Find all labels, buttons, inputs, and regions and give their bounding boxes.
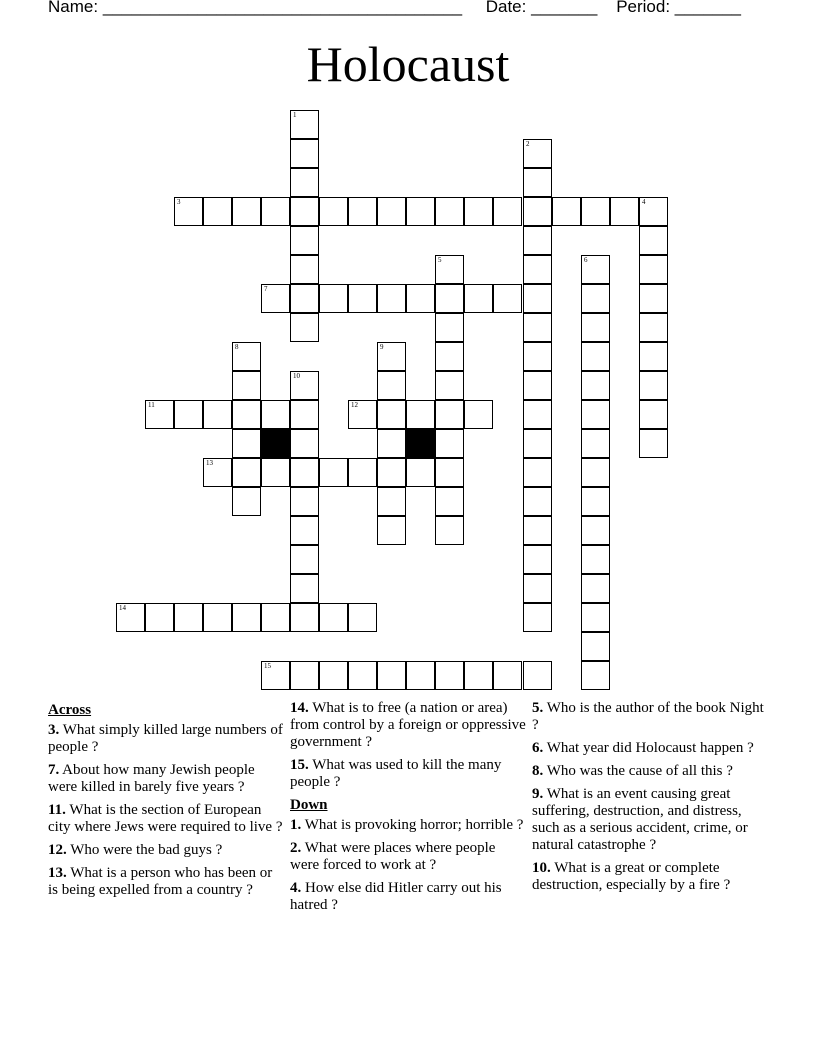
crossword-cell[interactable] [639, 400, 668, 429]
clue-item [48, 842, 284, 859]
crossword-cell[interactable] [319, 284, 348, 313]
clue-item-text: What is a person who has been or is being expelled from a country ? [48, 865, 273, 898]
crossword-cell[interactable] [581, 661, 610, 690]
crossword-cell[interactable] [261, 197, 290, 226]
clues-column-2 [290, 700, 526, 920]
crossword-cell[interactable] [377, 429, 406, 458]
clue-item [290, 840, 526, 874]
crossword-cell[interactable] [290, 110, 319, 139]
crossword-cell[interactable] [523, 371, 552, 400]
clue-item-text: Who were the bad guys ? [66, 842, 223, 858]
crossword-cell[interactable] [523, 197, 552, 226]
clue-item [532, 740, 768, 757]
clue-item-number: 3. [48, 722, 60, 738]
crossword-cell[interactable] [581, 603, 610, 632]
crossword-cell[interactable] [261, 400, 290, 429]
clue-item-text: Who is the author of the book Night ? [532, 700, 764, 733]
crossword-cell[interactable] [435, 313, 464, 342]
crossword-cell[interactable] [377, 284, 406, 313]
crossword-cell[interactable] [377, 342, 406, 371]
crossword-cell[interactable] [319, 458, 348, 487]
crossword-cell[interactable] [581, 574, 610, 603]
crossword-cell[interactable] [581, 313, 610, 342]
crossword-cell[interactable] [406, 400, 435, 429]
clue-item [290, 700, 526, 751]
crossword-cell[interactable] [290, 197, 319, 226]
crossword-cell[interactable] [523, 458, 552, 487]
crossword-cell[interactable] [523, 516, 552, 545]
clue-item [532, 763, 768, 780]
clue-number: 12 [351, 401, 358, 409]
clue-item-number: 1. [290, 817, 302, 833]
clue-item-text: What is a great or complete destruction, especially by a fire ? [532, 860, 731, 893]
crossword-cell[interactable] [523, 603, 552, 632]
clue-item-text: Who was the cause of all this ? [543, 763, 733, 779]
crossword-cell[interactable] [261, 284, 290, 313]
clues-column-3 [532, 700, 768, 900]
crossword-cell[interactable] [377, 487, 406, 516]
clue-item-number: 5. [532, 700, 544, 716]
crossword-cell[interactable] [290, 139, 319, 168]
crossword-cell[interactable] [203, 603, 232, 632]
crossword-cell[interactable] [290, 429, 319, 458]
period-field[interactable]: _______ [674, 0, 741, 16]
clue-number: 15 [264, 662, 271, 670]
clue-number: 9 [380, 343, 384, 351]
crossword-cell[interactable] [232, 458, 261, 487]
crossword-cell[interactable] [435, 429, 464, 458]
blocked-cell [261, 429, 290, 458]
crossword-cell[interactable] [581, 458, 610, 487]
clue-item [532, 860, 768, 894]
crossword-cell[interactable] [639, 371, 668, 400]
clue-item-number: 15. [290, 757, 309, 773]
crossword-cell[interactable] [174, 400, 203, 429]
date-label: Date: [485, 0, 527, 16]
crossword-cell[interactable] [377, 197, 406, 226]
crossword-cell[interactable] [116, 603, 145, 632]
crossword-cell[interactable] [290, 400, 319, 429]
clue-item-text: About how many Jewish people were killed in barely five years ? [48, 762, 255, 795]
clue-item-text: How else did Hitler carry out his hatred ? [290, 880, 502, 913]
down-clue-list-continued [532, 700, 768, 894]
crossword-cell[interactable] [581, 516, 610, 545]
crossword-cell[interactable] [232, 603, 261, 632]
clue-item-text: What is the section of European city where Jews were required to live ? [48, 802, 283, 835]
clue-number: 8 [235, 343, 239, 351]
crossword-cell[interactable] [348, 661, 377, 690]
crossword-cell[interactable] [581, 545, 610, 574]
clue-item [290, 817, 526, 834]
crossword-cell[interactable] [290, 487, 319, 516]
clue-number: 14 [119, 604, 126, 612]
crossword-cell[interactable] [639, 197, 668, 226]
page-title: Holocaust [306, 36, 510, 92]
crossword-cell[interactable] [435, 342, 464, 371]
crossword-cell[interactable] [639, 429, 668, 458]
clue-number: 3 [177, 198, 181, 206]
crossword-cell[interactable] [290, 255, 319, 284]
crossword-cell[interactable] [581, 255, 610, 284]
crossword-cell[interactable] [493, 284, 522, 313]
crossword-cell[interactable] [523, 400, 552, 429]
crossword-cell[interactable] [348, 400, 377, 429]
crossword-cell[interactable] [203, 458, 232, 487]
clue-item-text: What were places where people were forced to work at ? [290, 840, 496, 873]
crossword-cell[interactable] [435, 255, 464, 284]
crossword-cell[interactable] [464, 400, 493, 429]
down-clue-list [290, 817, 526, 914]
crossword-cell[interactable] [464, 197, 493, 226]
clues-column-1 [48, 700, 284, 905]
clue-number: 2 [526, 140, 530, 148]
crossword-cell[interactable] [581, 371, 610, 400]
crossword-cell[interactable] [290, 371, 319, 400]
name-label: Name: [48, 0, 99, 16]
crossword-cell[interactable] [290, 168, 319, 197]
crossword-cell[interactable] [377, 458, 406, 487]
crossword-cell[interactable] [290, 284, 319, 313]
crossword-cell[interactable] [523, 429, 552, 458]
crossword-cell[interactable] [261, 603, 290, 632]
clue-item-text: What is an event causing great suffering, destruction, and distress, such as a serious accident, crime, or natural catastrophe ? [532, 786, 748, 853]
clue-item [290, 880, 526, 914]
crossword-cell[interactable] [435, 371, 464, 400]
crossword-cell[interactable] [523, 545, 552, 574]
crossword-cell[interactable] [493, 661, 522, 690]
blocked-cell [406, 429, 435, 458]
crossword-cell[interactable] [435, 284, 464, 313]
crossword-cell[interactable] [435, 661, 464, 690]
crossword-cell[interactable] [348, 284, 377, 313]
clue-item-number: 9. [532, 786, 544, 802]
clue-item-text: What is provoking horror; horrible ? [301, 817, 524, 833]
crossword-cell[interactable] [639, 342, 668, 371]
crossword-cell[interactable] [581, 284, 610, 313]
down-heading: Down [290, 797, 328, 813]
clue-item [290, 757, 526, 791]
clue-item-number: 6. [532, 740, 544, 756]
crossword-cell[interactable] [290, 226, 319, 255]
clue-item [48, 722, 284, 756]
clue-item-number: 13. [48, 865, 67, 881]
across-clue-list-continued [290, 700, 526, 791]
crossword-cell[interactable] [348, 458, 377, 487]
clue-item-text: What year did Holocaust happen ? [543, 740, 754, 756]
crossword-cell[interactable] [319, 197, 348, 226]
crossword-cell[interactable] [290, 661, 319, 690]
clue-item-number: 7. [48, 762, 60, 778]
clue-item [532, 786, 768, 854]
crossword-cell[interactable] [581, 342, 610, 371]
crossword-cell[interactable] [203, 197, 232, 226]
crossword-cell[interactable] [174, 197, 203, 226]
crossword-cell[interactable] [377, 371, 406, 400]
across-heading: Across [48, 702, 92, 718]
crossword-cell[interactable] [581, 632, 610, 661]
clue-item-text: What was used to kill the many people ? [290, 757, 502, 790]
crossword-cell[interactable] [406, 284, 435, 313]
clue-item [48, 762, 284, 796]
clue-item-text: What is to free (a nation or area) from control by a foreign or oppressive government ? [290, 700, 526, 750]
crossword-cell[interactable] [523, 168, 552, 197]
clue-number: 10 [293, 372, 300, 380]
period-label: Period: [616, 0, 671, 16]
clue-item-number: 4. [290, 880, 302, 896]
crossword-cell[interactable] [145, 400, 174, 429]
crossword-cell[interactable] [581, 487, 610, 516]
clue-number: 4 [642, 198, 646, 206]
crossword-cell[interactable] [290, 545, 319, 574]
crossword-cell[interactable] [261, 661, 290, 690]
crossword-cell[interactable] [493, 197, 522, 226]
crossword-cell[interactable] [523, 139, 552, 168]
clue-number: 6 [584, 256, 588, 264]
crossword-cell[interactable] [290, 458, 319, 487]
crossword-cell[interactable] [261, 458, 290, 487]
crossword-cell[interactable] [232, 400, 261, 429]
crossword-cell[interactable] [203, 400, 232, 429]
clue-item-number: 8. [532, 763, 544, 779]
clue-item-text: What simply killed large numbers of people ? [48, 722, 283, 755]
crossword-cell[interactable] [639, 226, 668, 255]
crossword-cell[interactable] [464, 661, 493, 690]
clue-item [48, 802, 284, 836]
crossword-cell[interactable] [523, 487, 552, 516]
crossword-cell[interactable] [232, 371, 261, 400]
crossword-cell[interactable] [290, 516, 319, 545]
clue-item-number: 11. [48, 802, 66, 818]
clue-number: 5 [438, 256, 442, 264]
crossword-cell[interactable] [639, 255, 668, 284]
crossword-cell[interactable] [523, 342, 552, 371]
crossword-cell[interactable] [435, 487, 464, 516]
crossword-cell[interactable] [435, 516, 464, 545]
crossword-cell[interactable] [319, 603, 348, 632]
crossword-cell[interactable] [290, 574, 319, 603]
clue-item-number: 2. [290, 840, 302, 856]
crossword-cell[interactable] [348, 603, 377, 632]
crossword-cell[interactable] [581, 429, 610, 458]
across-clue-list [48, 722, 284, 899]
crossword-cell[interactable] [348, 197, 377, 226]
crossword-cell[interactable] [319, 661, 348, 690]
clue-number: 7 [264, 285, 268, 293]
crossword-cell[interactable] [639, 284, 668, 313]
crossword-cell[interactable] [581, 197, 610, 226]
clue-number: 11 [148, 401, 155, 409]
crossword-cell[interactable] [639, 313, 668, 342]
crossword-cell[interactable] [435, 458, 464, 487]
crossword-cell[interactable] [552, 197, 581, 226]
crossword-cell[interactable] [523, 661, 552, 690]
crossword-cell[interactable] [464, 284, 493, 313]
crossword-cell[interactable] [290, 603, 319, 632]
clue-number: 13 [206, 459, 213, 467]
crossword-cell[interactable] [523, 284, 552, 313]
crossword-cell[interactable] [232, 342, 261, 371]
crossword-cell[interactable] [435, 400, 464, 429]
crossword-cell[interactable] [435, 197, 464, 226]
crossword-cell[interactable] [232, 197, 261, 226]
clue-item [48, 865, 284, 899]
crossword-cell[interactable] [406, 661, 435, 690]
name-field[interactable]: ______________________________________ [102, 0, 463, 16]
crossword-cell[interactable] [523, 574, 552, 603]
crossword-cell[interactable] [523, 255, 552, 284]
crossword-cell[interactable] [290, 313, 319, 342]
date-field[interactable]: _______ [531, 0, 598, 16]
crossword-cell[interactable] [523, 226, 552, 255]
crossword-cell[interactable] [610, 197, 639, 226]
clue-item-number: 10. [532, 860, 551, 876]
crossword-cell[interactable] [406, 458, 435, 487]
crossword-cell[interactable] [377, 661, 406, 690]
crossword-cell[interactable] [232, 487, 261, 516]
crossword-cell[interactable] [377, 400, 406, 429]
crossword-cell[interactable] [377, 516, 406, 545]
clue-item-number: 12. [48, 842, 67, 858]
clue-item-number: 14. [290, 700, 309, 716]
crossword-cell[interactable] [145, 603, 174, 632]
crossword-cell[interactable] [581, 400, 610, 429]
crossword-cell[interactable] [406, 197, 435, 226]
clue-item [532, 700, 768, 734]
clue-number: 1 [293, 111, 297, 119]
crossword-cell[interactable] [523, 313, 552, 342]
crossword-cell[interactable] [232, 429, 261, 458]
crossword-cell[interactable] [174, 603, 203, 632]
